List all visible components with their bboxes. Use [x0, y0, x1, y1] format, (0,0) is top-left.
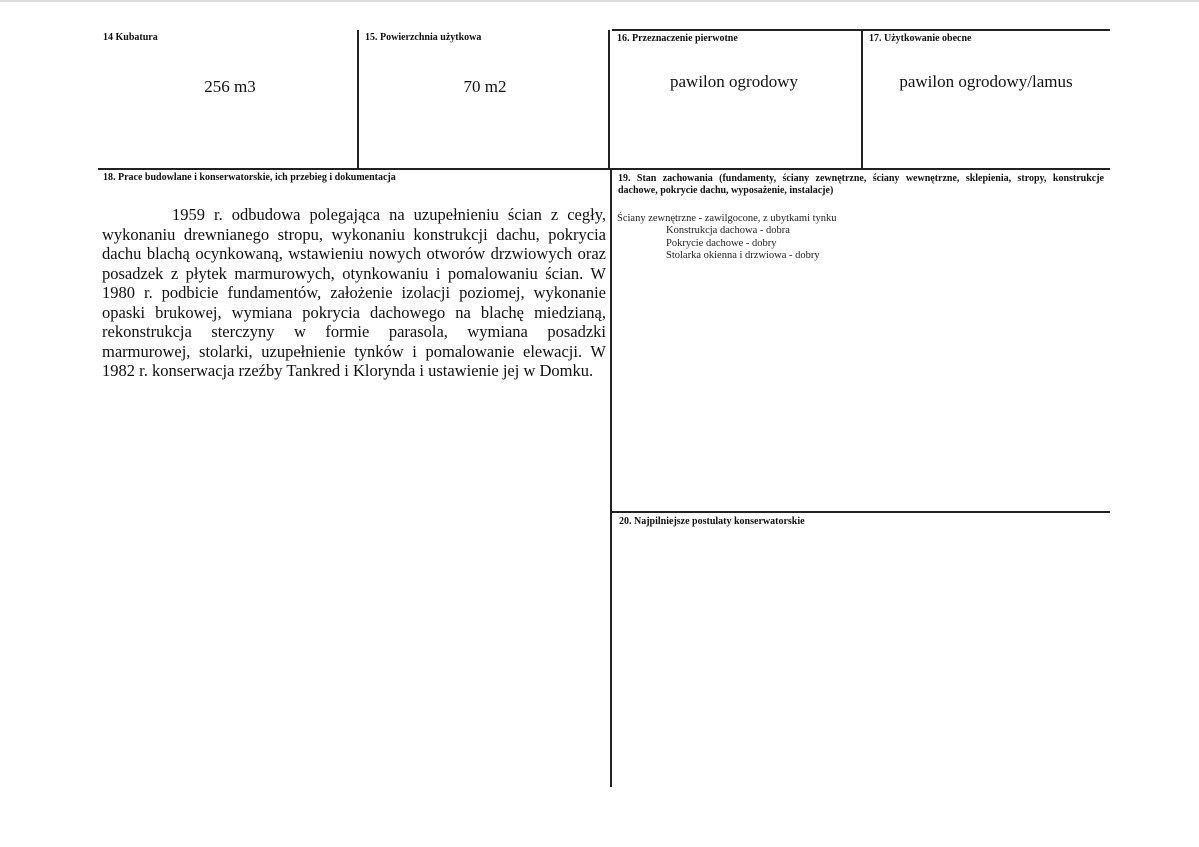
divider-14-15	[357, 30, 359, 169]
row1-bottom-border	[98, 168, 1110, 170]
field-17-label: 17. Użytkowanie obecne	[869, 33, 972, 44]
condition-line: Pokrycie dachowe - dobry	[666, 238, 777, 249]
condition-line: Ściany zewnętrzne - zawilgocone, z ubytkami tynku	[617, 213, 837, 224]
field-14-label: 14 Kubatura	[103, 32, 158, 43]
field-16-value: pawilon ogrodowy	[670, 72, 798, 91]
condition-line: Stolarka okienna i drzwiowa - dobry	[666, 250, 820, 261]
top-edge	[0, 0, 1199, 2]
field-19-label: 19. Stan zachowania (fundamenty, ściany zewnętrzne, ściany wewnętrzne, sklepienia, stropy, konstrukcje dachowe, pokrycie dachu, wyposażenie, instalacje)	[618, 173, 1104, 196]
field-18-text-block	[102, 205, 606, 381]
field-16-label: 16. Przeznaczenie pierwotne	[617, 33, 738, 44]
condition-line: Konstrukcja dachowa - dobra	[666, 225, 790, 236]
field-20-label: 20. Najpilniejsze postulaty konserwatorskie	[619, 516, 805, 527]
field-18-label: 18. Prace budowlane i konserwatorskie, ich przebieg i dokumentacja	[103, 172, 396, 183]
field-17-value: pawilon ogrodowy/lamus	[899, 72, 1073, 91]
field-18-text: 1959 r. odbudowa polegająca na uzupełnieniu ścian z cegły, wykonaniu drewnianego stropu, wykonaniu konstrukcji dachu, pokrycia dachu blachą ocynkowaną, wstawieniu nowych otworów drzwiowych oraz posadzek z płytek marmurowych, otynkowaniu i pomalowaniu ścian. W 1980 r. podbicie fundamentów, założenie izolacji poziomej, wykonanie opaski brukowej, wymiana pokrycia dachowego na blachę miedzianą, rekonstrukcja sterczyny w formie parasola, wymiana posadzki marmurowej, stolarki, uzupełnienie tynków i pomalowanie elewacji. W 1982 r. konserwacja rzeźby Tankred i Klorynda i ustawienie jej w Domku.	[102, 205, 606, 380]
divider-main-column	[610, 169, 612, 787]
field-15-value: 70 m2	[463, 77, 507, 96]
divider-15-16	[608, 30, 610, 169]
divider-16-17	[861, 30, 863, 169]
section19-bottom-border	[612, 511, 1110, 513]
field-15-label: 15. Powierzchnia użytkowa	[365, 32, 482, 43]
field-14-value: 256 m3	[204, 77, 256, 96]
